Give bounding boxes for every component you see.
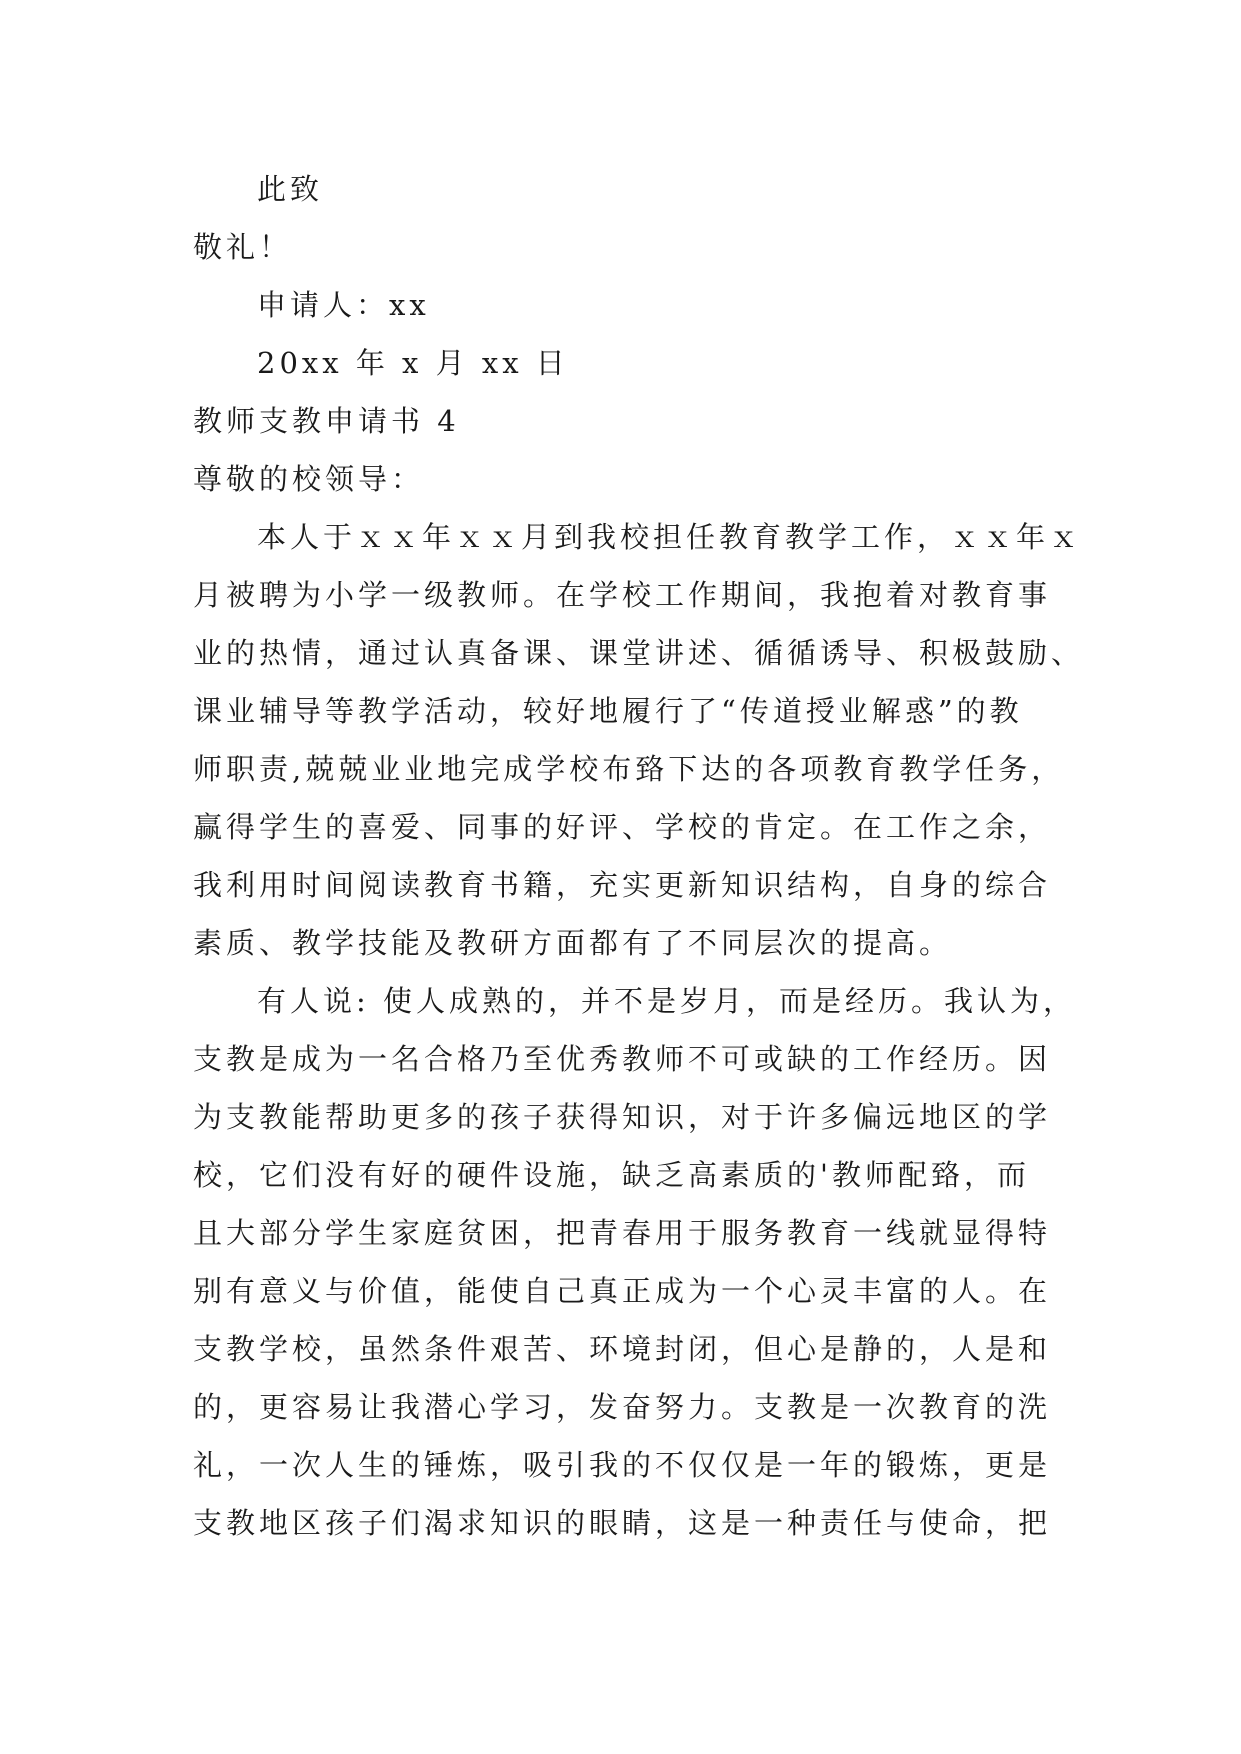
paragraph-line: 为支教能帮助更多的孩子获得知识，对于许多偏远地区的学 (193, 1100, 1052, 1134)
paragraph-line: 别有意义与价值，能使自己真正成为一个心灵丰富的人。在 (193, 1274, 1052, 1308)
paragraph-line: 礼，一次人生的锤炼，吸引我的不仅仅是一年的锻炼，更是 (193, 1448, 1052, 1482)
closing-salutation-2: 敬礼！ (193, 230, 293, 264)
paragraph-line: 的，更容易让我潜心学习，发奋努力。支教是一次教育的洗 (193, 1390, 1052, 1424)
paragraph-line: 且大部分学生家庭贫困，把青春用于服务教育一线就显得特 (193, 1216, 1052, 1250)
paragraph-line: 支教地区孩子们渴求知识的眼睛，这是一种责任与使命，把 (193, 1506, 1052, 1540)
paragraph-line: 支教是成为一名合格乃至优秀教师不可或缺的工作经历。因 (193, 1042, 1052, 1076)
paragraph-line: 支教学校，虽然条件艰苦、环境封闭，但心是静的，人是和 (193, 1332, 1052, 1366)
section-title: 教师支教申请书 4 (193, 404, 460, 438)
paragraph-line: 赢得学生的喜爱、同事的好评、学校的肯定。在工作之余， (193, 810, 1052, 844)
paragraph-line: 素质、教学技能及教研方面都有了不同层次的提高。 (193, 926, 953, 960)
applicant-line: 申请人：xx (257, 288, 430, 322)
paragraph-line: 课业辅导等教学活动，较好地履行了“传道授业解惑”的教 (193, 694, 1023, 728)
closing-salutation-1: 此致 (257, 172, 324, 206)
paragraph-1 (193, 508, 1085, 972)
paragraph-line: 本人于ｘｘ年ｘｘ月到我校担任教育教学工作，ｘｘ年ｘ (257, 520, 1083, 554)
paragraph-line: 师职责,兢兢业业地完成学校布臵下达的各项教育教学任务， (193, 752, 1065, 786)
document-page (193, 160, 1085, 1552)
paragraph-line: 有人说: 使人成熟的，并不是岁月，而是经历。我认为， (257, 984, 1076, 1018)
date-line: 20xx 年 x 月 xx 日 (257, 346, 569, 380)
addressee-line: 尊敬的校领导： (193, 462, 425, 496)
paragraph-line: 我利用时间阅读教育书籍，充实更新知识结构，自身的综合 (193, 868, 1052, 902)
paragraph-line: 月被聘为小学一级教师。在学校工作期间，我抱着对教育事 (193, 578, 1052, 612)
paragraph-line: 业的热情，通过认真备课、课堂讲述、循循诱导、积极鼓励、 (193, 636, 1085, 670)
paragraph-2 (193, 972, 1076, 1552)
paragraph-line: 校，它们没有好的硬件设施，缺乏高素质的'教师配臵，而 (193, 1158, 1030, 1192)
